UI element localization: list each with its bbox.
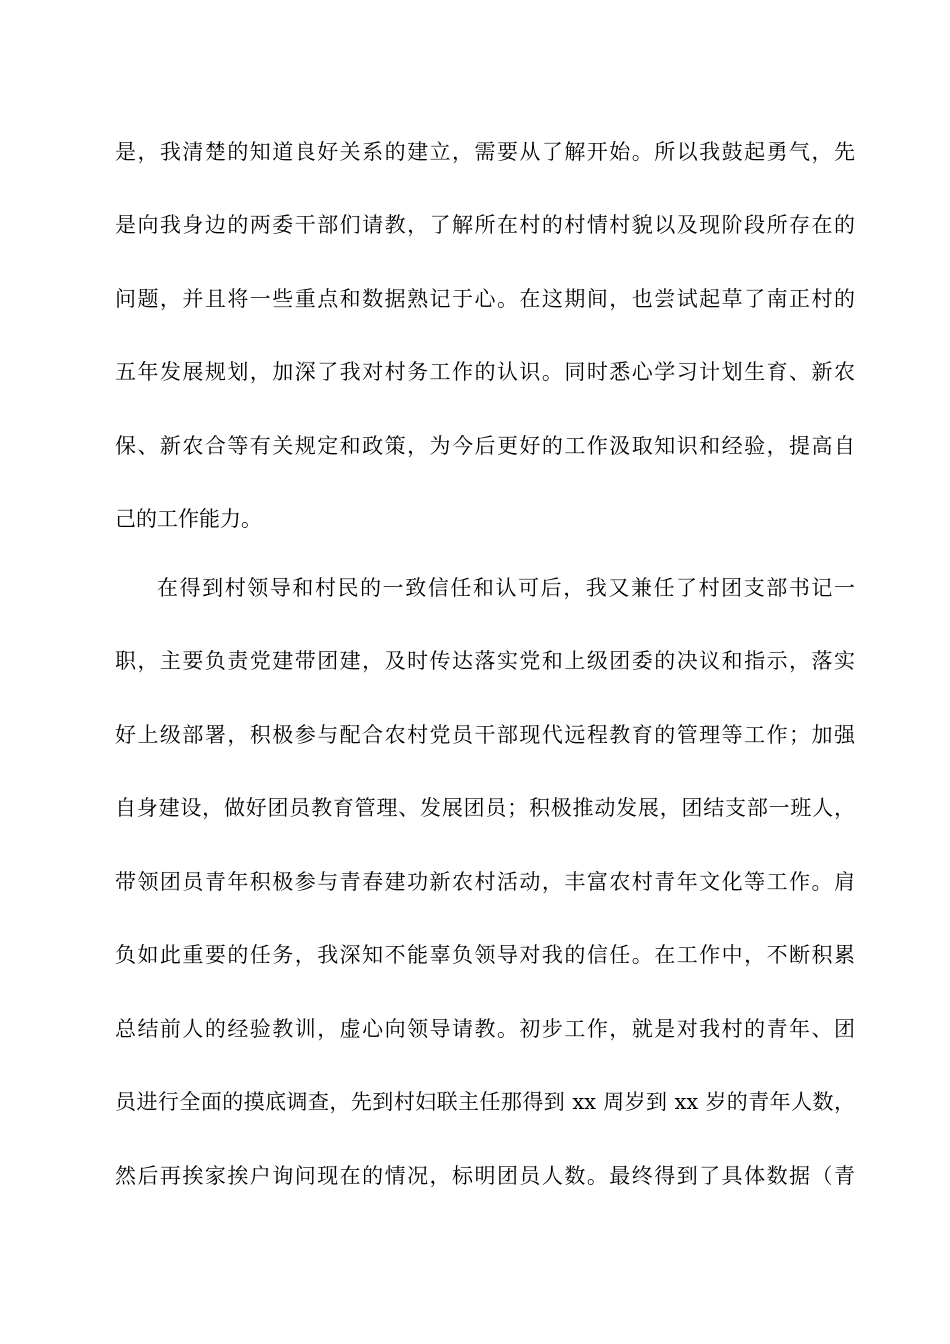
text-line: 好上级部署，积极参与配合农村党员干部现代远程教育的管理等工作；加强 [115,723,855,747]
text-line: 己的工作能力。 [115,507,262,531]
text-line: 负如此重要的任务，我深知不能辜负领导对我的信任。在工作中，不断积累 [115,943,855,967]
text-line: 带领团员青年积极参与青春建功新农村活动，丰富农村青年文化等工作。肩 [115,870,855,894]
text-line: 是，我清楚的知道良好关系的建立，需要从了解开始。所以我鼓起勇气，先 [115,140,855,164]
text-line: 总结前人的经验教训，虚心向领导请教。初步工作，就是对我村的青年、团 [115,1017,855,1041]
text-line: 职，主要负责党建带团建，及时传达落实党和上级团委的决议和指示，落实 [115,649,855,673]
text-line: 问题，并且将一些重点和数据熟记于心。在这期间，也尝试起草了南正村的 [115,287,855,311]
text-line: 员进行全面的摸底调查，先到村妇联主任那得到 xx 周岁到 xx 岁的青年人数， [115,1090,855,1114]
text-line: 然后再挨家挨户询问现在的情况，标明团员人数。最终得到了具体数据（青 [115,1164,855,1188]
text-line: 自身建设，做好团员教育管理、发展团员；积极推动发展，团结支部一班人， [115,796,855,820]
text-line: 五年发展规划，加深了我对村务工作的认识。同时悉心学习计划生育、新农 [115,360,855,384]
text-line: 保、新农合等有关规定和政策，为今后更好的工作汲取知识和经验，提高自 [115,434,855,458]
paragraph-first-line: 在得到村领导和村民的一致信任和认可后，我又兼任了村团支部书记一 [157,576,855,600]
text-line: 是向我身边的两委干部们请教，了解所在村的村情村貌以及现阶段所存在的 [115,213,855,237]
